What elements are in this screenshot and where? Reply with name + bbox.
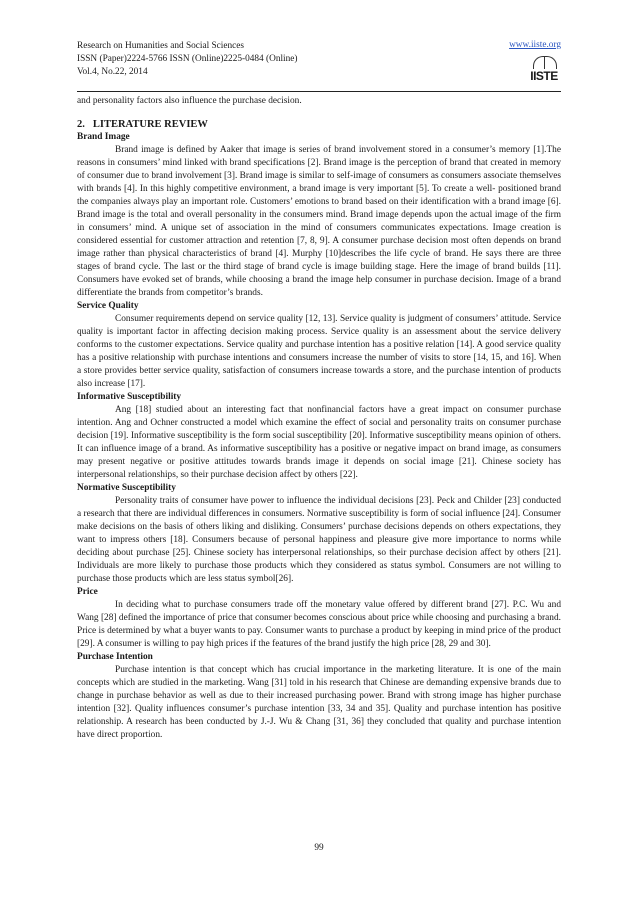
- section-number: 2.: [77, 119, 85, 130]
- paragraph-informative-susceptibility: Ang [18] studied about an interesting fact that nonfinancial factors have a great impact on consumer purchase intention. Ang and Ochner constructed a model which examine the effect of social and personality traits on consumer purchase decision [19]. Informative susceptibility is the form social susceptibility [20]. Informative susceptibility means opinion of others. It can influence image of a brand. As informative susceptibility has a positive or negative impact on brand image, as consumers may present negative or positive attitudes towards brands image it depends on social image [21]. Chinese society has interpersonal relationships, so their purchase decision affect by others [22].: [77, 405, 561, 480]
- subsection-title-price: Price: [77, 587, 98, 597]
- iiste-logo: [529, 56, 559, 88]
- section-heading: [77, 118, 561, 131]
- open-book-icon: [533, 56, 557, 69]
- issn-line: ISSN (Paper)2224-5766 ISSN (Online)2225-0484 (Online): [77, 54, 298, 64]
- header-rule: [77, 91, 561, 92]
- article-body: [77, 95, 561, 742]
- logo-text: IISTE: [530, 69, 558, 83]
- journal-url-link[interactable]: www.iiste.org: [509, 40, 561, 50]
- subsection-title-service-quality: Service Quality: [77, 301, 139, 311]
- paragraph-price: In deciding what to purchase consumers trade off the monetary value offered by different brand [27]. P.C. Wu and Wang [28] defined the importance of price that consumer becomes conscious about price while choosing and purchasing a brand. Price is determined by what a buyer wants to pay. Consumer wants to purchase a product by keeping in mind price of the product [29]. A consumer is willing to pay high prices if the features of the brand justify the high price [28, 29 and 30].: [77, 600, 561, 649]
- page-number: 99: [314, 843, 324, 853]
- subsection-title-informative-susceptibility: Informative Susceptibility: [77, 392, 182, 402]
- subsection-title-normative-susceptibility: Normative Susceptibility: [77, 483, 176, 493]
- paragraph-purchase-intention: Purchase intention is that concept which has crucial importance in the marketing literature. It is one of the main concepts which are studied in the marketing. Wang [31] told in his research that Chinese are demanding expensive brands due to change in purchase behavior as well as due to their increased purchasing power. Brand with strong image has higher purchase intention [32]. Quality influences consumer’s purchase intention [33, 34 and 35]. Quality and purchase intention has positive relationship. A research has been conducted by J.-J. Wu & Chang [31, 36] they concluded that quality and purchase intention have direct proportion.: [77, 665, 561, 740]
- volume-line: Vol.4, No.22, 2014: [77, 67, 148, 77]
- paragraph-normative-susceptibility: Personality traits of consumer have power to influence the individual decisions [23]. Peck and Childer [23] conducted a research that there are individual differences in consumers. Normative susceptibility is form of social influence [24]. Consumer make decisions on the basis of others liking and disliking. Consumers’ purchase decisions depends on others expectations, they want to impress others [18]. Consumers because of personal happiness and pleasure give more importance to norms while deciding about purchase [25]. Chinese society has interpersonal relationships, so their purchase decision affect by others [21]. Individuals are more likely to purchase those products which they considered as status symbol. Consumers are not willing to purchase those products which are less status symbol[26].: [77, 496, 561, 584]
- journal-header: [77, 40, 561, 92]
- subsection-title-brand-image: Brand Image: [77, 132, 130, 142]
- paragraph-service-quality: Consumer requirements depend on service quality [12, 13]. Service quality is judgment of consumers’ attitude. Service quality is important factor in affecting decision making process. Service quality is an assessment about the service delivery conforms to the customer expectations. Service quality and purchase intention has a positive relation [14]. A good service quality has a positive relationship with purchase intentions and consumers increase the number of visits to store [14, 15, and 16]. When a store provides better service quality, satisfaction of consumers increase towards a store, and the purchase intention of products also increase [17].: [77, 314, 561, 389]
- section-title: LITERATURE REVIEW: [92, 119, 208, 130]
- journal-name: Research on Humanities and Social Sciences: [77, 41, 245, 51]
- paragraph-brand-image: Brand image is defined by Aaker that image is series of brand involvement stored in a consumer’s memory [1].The reasons in consumers’ mind linked with brand specifications [2]. Brand image is the perception of brand that created in memory of consumer due to brand involvement [3]. Brand image is similar to self-image of consumers as consumers associate themselves with brands [4]. In this highly competitive environment, a brand image is very important [5]. To create a well- positioned brand the companies always play an important role. Customers’ emotions to brand based on their identification with a brand image [6]. Brand image is the total and overall personality in the consumers mind. Brand image depends upon the actual image of the firm in consumers’ mind. A unique set of association in the mind of consumers communicates expectations. Image creation is considered essential for customer attraction and retention [7, 8, 9]. A consumer purchase decision most often depends on brand image rather than physical characteristics of brand [4]. Murphy [10]describes the life cycle of brand. He says there are three stages of brand cycle. The last or the third stage of brand cycle is image building stage. Here the image of brand builds [11]. Consumers have evoked set of brands, while choosing a brand the image help consumer in purchase decision. Image of a brand differentiate the brands from competitor’s brands.: [77, 145, 561, 298]
- intro-line: and personality factors also influence the purchase decision.: [77, 96, 302, 106]
- subsection-title-purchase-intention: Purchase Intention: [77, 652, 153, 662]
